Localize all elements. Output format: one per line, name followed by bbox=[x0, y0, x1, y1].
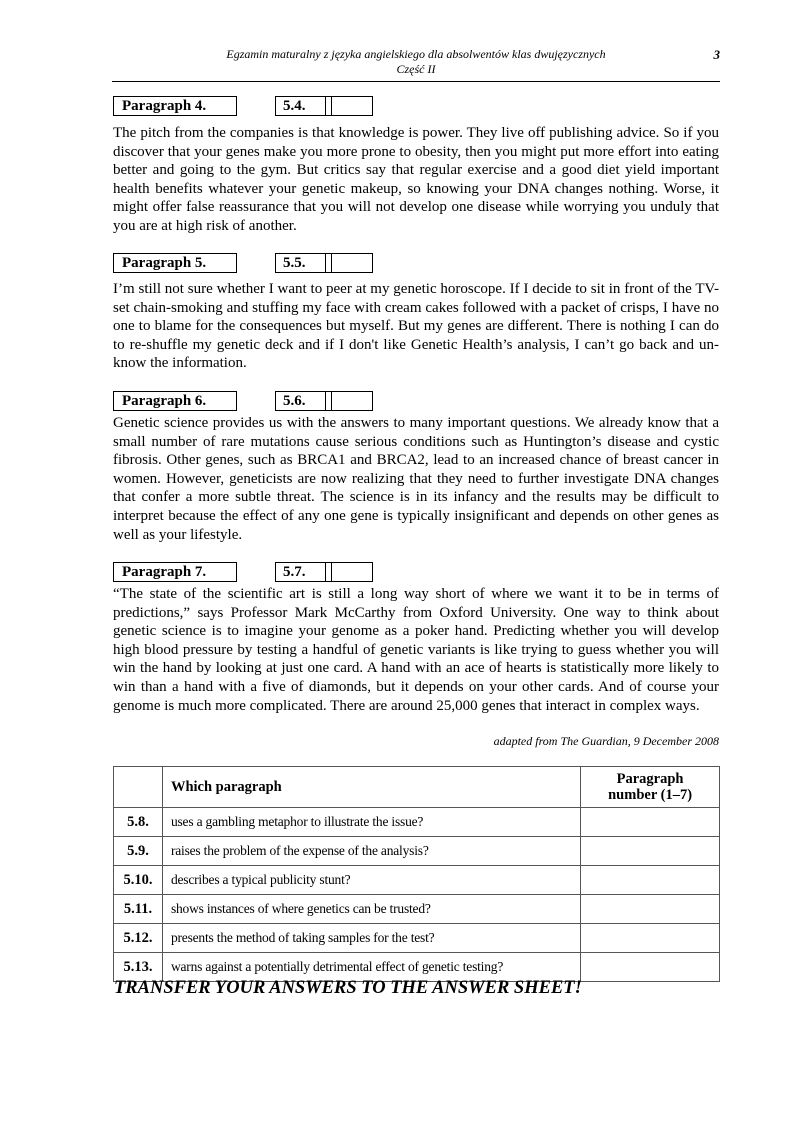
answer-cell-5-11[interactable] bbox=[581, 895, 720, 924]
header-number-line2: number (1–7) bbox=[608, 787, 693, 803]
task-number: 5.7. bbox=[275, 562, 332, 582]
answer-box-5-7[interactable] bbox=[325, 562, 373, 582]
paragraph-4-label-row bbox=[113, 96, 383, 116]
table-header-row bbox=[114, 767, 720, 808]
header-number-line1: Paragraph bbox=[616, 771, 684, 787]
paragraph-6-text: Genetic science provides us with the answers to many important questions. We already know that a small number of rare mutations cause serious conditions such as Huntington’s disease and cystic fibrosis. Other genes, such as BRCA1 and BRCA2, lead to an increased chance of breast cancer in women. However, geneticists are now realizing that they need to further investigate DNA changes that confer a more subtle threat. The science is in its infancy and the results may be difficult to interpret because the effect of any one gene is typically insignificant and depends on other genes as well as your lifestyle. bbox=[113, 415, 719, 543]
question-text: raises the problem of the expense of the analysis? bbox=[162, 837, 580, 866]
task-number: 5.6. bbox=[275, 391, 332, 411]
question-number: 5.13. bbox=[114, 953, 163, 982]
page-header bbox=[112, 47, 720, 82]
question-number: 5.8. bbox=[114, 808, 163, 837]
question-number: 5.11. bbox=[114, 895, 163, 924]
header-which-paragraph: Which paragraph bbox=[162, 767, 580, 808]
paragraph-7-label-row bbox=[113, 562, 383, 582]
table-row bbox=[114, 924, 720, 953]
question-number: 5.12. bbox=[114, 924, 163, 953]
answer-cell-5-8[interactable] bbox=[581, 808, 720, 837]
answer-cell-5-12[interactable] bbox=[581, 924, 720, 953]
paragraph-label: Paragraph 5. bbox=[113, 253, 237, 273]
paragraph-label: Paragraph 4. bbox=[113, 96, 237, 116]
answer-box-5-4[interactable] bbox=[325, 96, 373, 116]
paragraph-7-text: “The state of the scientific art is still a long way short of where we want it to be in terms of predictions,” says Professor Mark McCarthy from Oxford University. One way to think about genetic science is to imagine your genome as a poker hand. Predicting whether you will develop high blood pressure by testing a handful of genetic variants is like trying to guess whether you will win the hand by looking at just one card. A hand with an ace of hearts is statistically more likely to win than a hand with a five of diamonds, but it depends on your other cards. And of course your genome is much more complicated. There are around 25,000 genes that interact in complex ways. bbox=[113, 586, 719, 714]
table-row bbox=[114, 837, 720, 866]
source-citation: adapted from The Guardian, 9 December 2008 bbox=[493, 734, 719, 748]
answer-cell-5-10[interactable] bbox=[581, 866, 720, 895]
question-number: 5.9. bbox=[114, 837, 163, 866]
question-text: presents the method of taking samples for the test? bbox=[162, 924, 580, 953]
question-text: uses a gambling metaphor to illustrate the issue? bbox=[162, 808, 580, 837]
paragraph-4-text: The pitch from the companies is that knowledge is power. They live off publishing advice. So if you discover that your genes make you more prone to obesity, then you might put more effort into eating better and going to the gym. But critics say that regular exercise and a good diet yield important health benefits whatever your genetic makeup, so knowing your DNA changes nothing. Worse, it might offer false reassurance that you will not develop one disease while worrying you unduly that you are at high risk of another. bbox=[113, 125, 719, 234]
header-blank-cell bbox=[114, 767, 163, 808]
question-number: 5.10. bbox=[114, 866, 163, 895]
exam-part: Część II bbox=[396, 62, 436, 76]
table-row bbox=[114, 866, 720, 895]
answer-box-5-5[interactable] bbox=[325, 253, 373, 273]
answer-cell-5-13[interactable] bbox=[581, 953, 720, 982]
question-text: describes a typical publicity stunt? bbox=[162, 866, 580, 895]
answer-cell-5-9[interactable] bbox=[581, 837, 720, 866]
table-row bbox=[114, 808, 720, 837]
header-paragraph-number bbox=[581, 767, 720, 808]
transfer-instruction: TRANSFER YOUR ANSWERS TO THE ANSWER SHEET! bbox=[114, 978, 582, 998]
paragraph-5-label-row bbox=[113, 253, 383, 273]
paragraph-label: Paragraph 7. bbox=[113, 562, 237, 582]
table-row bbox=[114, 895, 720, 924]
task-number: 5.4. bbox=[275, 96, 332, 116]
answer-box-5-6[interactable] bbox=[325, 391, 373, 411]
exam-title: Egzamin maturalny z języka angielskiego dla absolwentów klas dwujęzycznych bbox=[226, 47, 606, 61]
question-text: shows instances of where genetics can be trusted? bbox=[162, 895, 580, 924]
paragraph-label: Paragraph 6. bbox=[113, 391, 237, 411]
page-number: 3 bbox=[713, 47, 720, 62]
question-table bbox=[113, 766, 720, 982]
question-text: warns against a potentially detrimental effect of genetic testing? bbox=[162, 953, 580, 982]
paragraph-6-label-row bbox=[113, 391, 383, 411]
paragraph-5-text: I’m still not sure whether I want to peer at my genetic horoscope. If I decide to sit in front of the TV-set chain-smoking and stuffing my face with cream cakes followed with a packet of crisps, I have no one to blame for the consequences but myself. But my genes are different. There is nothing I can do to re-shuffle my genetic deck and if I don't like Genetic Health’s analysis, I can’t go back and un-know the information. bbox=[113, 281, 719, 372]
task-number: 5.5. bbox=[275, 253, 332, 273]
